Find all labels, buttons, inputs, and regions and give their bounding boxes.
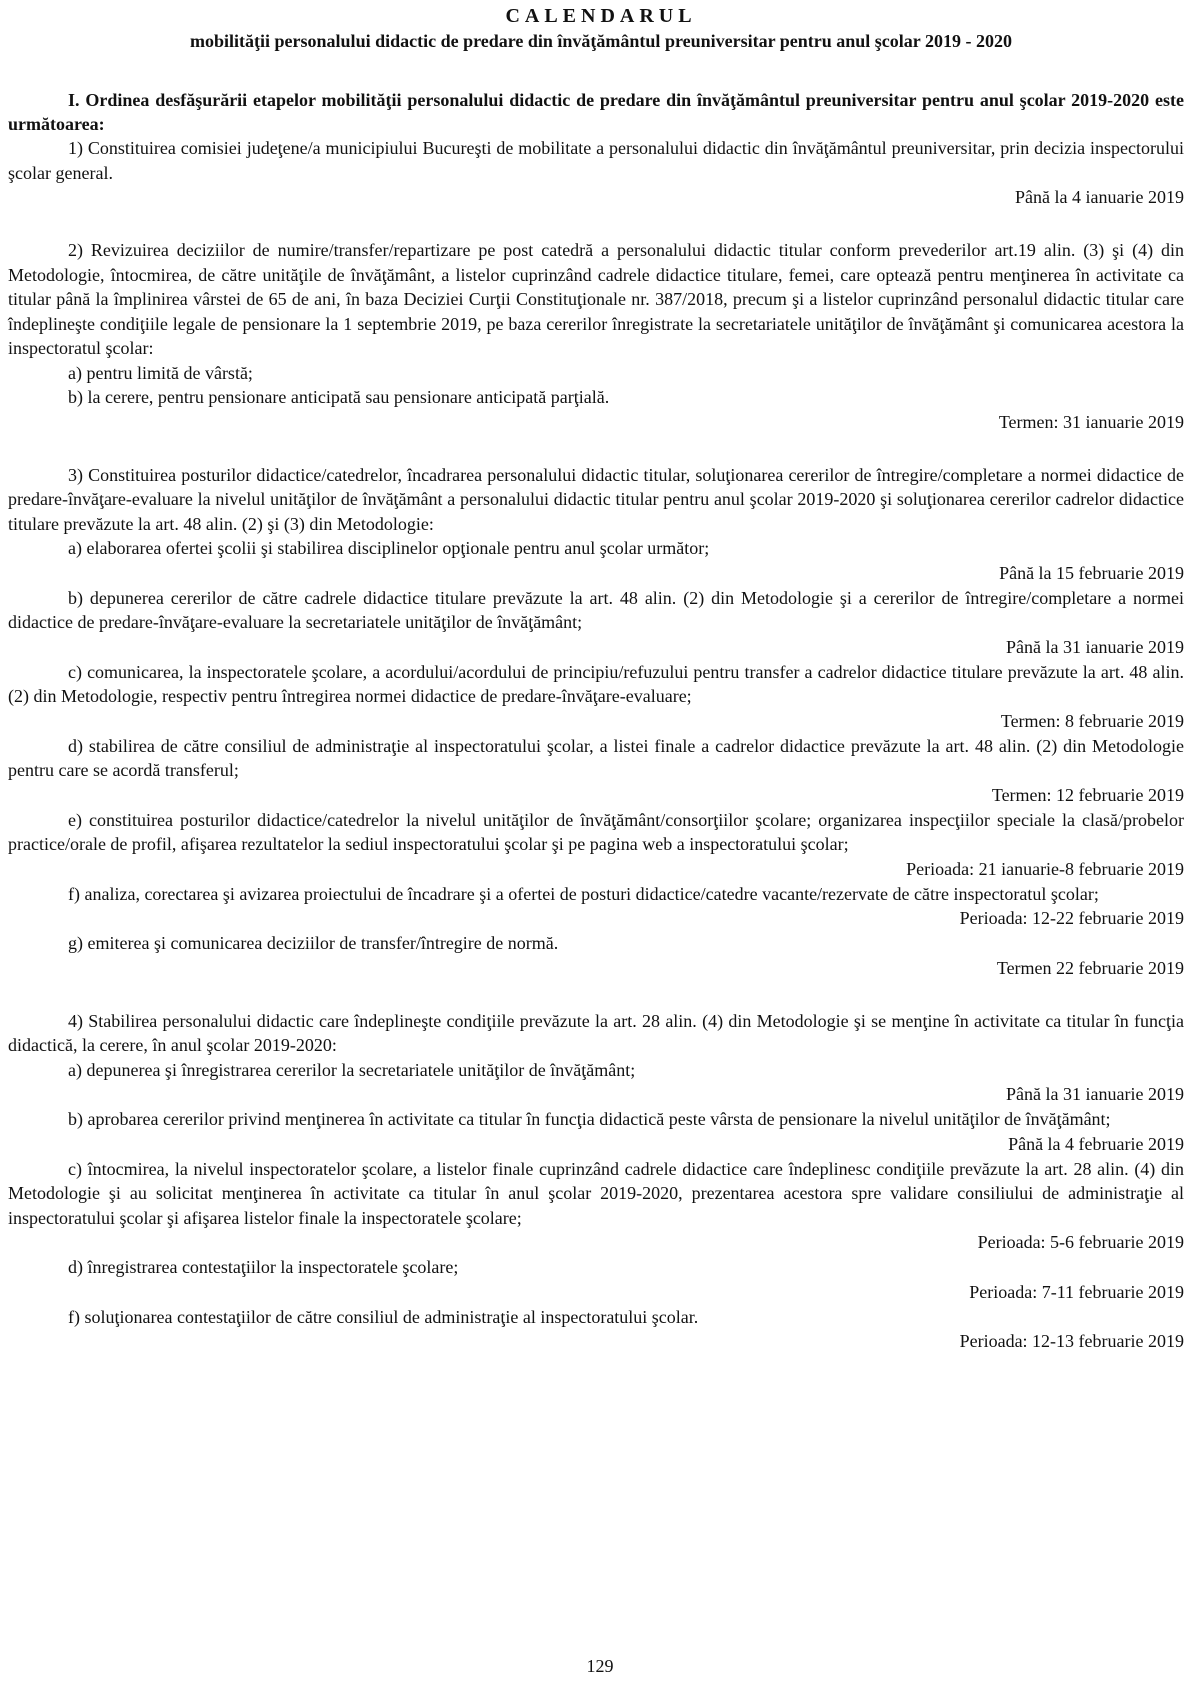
item-3-g: g) emiterea şi comunicarea deciziilor de transfer/întregire de normă. (68, 933, 559, 953)
item-3-f-deadline: Perioada: 12-22 februarie 2019 (959, 908, 1184, 928)
item-4-c: c) întocmirea, la nivelul inspectoratelor şcolare, a listelor finale cuprinzând cadrele didactice care îndeplinesc condiţiile prevăzute la art. 28 alin. (4) din Metodologie şi au solicitat menţinerea în activitate ca titular în anul şcolar 2019-2020, prezentarea acestora spre validare consiliului de administraţie al inspectoratului şcolar şi afişarea listelor finale la inspectoratele şcolare; (8, 1158, 1184, 1228)
item-4-f-deadline: Perioada: 12-13 februarie 2019 (959, 1331, 1184, 1351)
item-4-d: d) înregistrarea contestaţiilor la inspectoratele şcolare; (68, 1257, 459, 1277)
item-3-text: 3) Constituirea posturilor didactice/catedrelor, încadrarea personalului didactic titular, soluţionarea cererilor de întregire/completare a normei didactice de predare-învăţare-evaluare la nivelul unităţilor de învăţământ a personalului didactic titular pentru anul şcolar 2019-2020 şi soluţionarea cererilor cadrelor didactice titulare prevăzute la art. 48 alin. (2) şi (3) din Metodologie: (8, 464, 1184, 534)
item-3-b-deadline: Până la 31 ianuarie 2019 (1006, 636, 1184, 657)
page-number: 129 (586, 1656, 614, 1676)
item-3-f: f) analiza, corectarea şi avizarea proiectului de încadrare şi a ofertei de posturi didactice/catedre vacante/rezervate de către inspectoratul şcolar; (68, 883, 1099, 904)
section-heading: I. Ordinea desfăşurării etapelor mobilităţii personalului didactic de predare din învăţământul preuniversitar pentru anul şcolar 2019-2020 este următoarea: (8, 90, 1184, 134)
item-4-a: a) depunerea şi înregistrarea cererilor la secretariatele unităţilor de învăţământ; (68, 1059, 636, 1080)
item-4-f: f) soluţionarea contestaţiilor de către consiliul de administraţie al inspectoratului şcolar. (68, 1306, 699, 1327)
item-2-text: 2) Revizuirea deciziilor de numire/transfer/repartizare pe post catedră a personalului didactic titular conform prevederilor art.19 alin. (3) şi (4) din Metodologie, întocmirea, de către unităţile de învăţământ, a listelor cuprinzând cadrele didactice titulare, femei, care optează pentru menţinerea în activitate ca titular până la împlinirea vârstei de 65 de ani, în baza Deciziei Curţii Constituţionale nr. 387/2018, precum şi a listelor cuprinzând personalul didactic titular care îndeplineşte condiţiile legale de pensionare la 1 septembrie 2019, pe baza cererilor înregistrate la secretariatele unităţilor de învăţământ şi comunicarea acestora la inspectoratul şcolar: (8, 240, 1184, 358)
item-3-d: d) stabilirea de către consiliul de administraţie al inspectoratului şcolar, a listei finale a cadrelor didactice prevăzute la art. 48 alin. (2) din Metodologie pentru care se acordă transferul; (8, 735, 1184, 780)
item-3-e: e) constituirea posturilor didactice/catedrelor la nivelul unităţilor de învăţământ/consorţiilor şcolare; organizarea inspecţiilor speciale la clasă/probelor practice/orale de profil, afişarea rezultatelor la sediul inspectoratului şcolar şi pe pagina web a inspectoratului şcolar; (8, 809, 1184, 854)
item-1-deadline: Până la 4 ianuarie 2019 (1015, 187, 1184, 207)
item-4-text: 4) Stabilirea personalului didactic care îndeplineşte condiţiile prevăzute la art. 28 alin. (4) din Metodologie şi se menţine în activitate ca titular în funcţia didactică, la cerere, în anul şcolar 2019-2020: (8, 1010, 1184, 1055)
item-4-b-deadline: Până la 4 februarie 2019 (1008, 1133, 1184, 1154)
item-2-b: b) la cerere, pentru pensionare anticipată sau pensionare anticipată parţială. (68, 387, 610, 407)
item-3-a: a) elaborarea ofertei şcolii şi stabilirea disciplinelor opţionale pentru anul şcolar următor; (68, 538, 710, 558)
item-3-c-deadline: Termen: 8 februarie 2019 (1000, 710, 1184, 731)
item-3-e-deadline: Perioada: 21 ianuarie-8 februarie 2019 (906, 858, 1184, 879)
item-2-a: a) pentru limită de vârstă; (68, 362, 253, 383)
item-4-c-deadline: Perioada: 5-6 februarie 2019 (977, 1232, 1184, 1252)
item-3-d-deadline: Termen: 12 februarie 2019 (991, 784, 1184, 805)
item-3-a-deadline: Până la 15 februarie 2019 (999, 562, 1184, 583)
item-3-g-deadline: Termen 22 februarie 2019 (996, 957, 1184, 978)
item-4-a-deadline: Până la 31 ianuarie 2019 (1006, 1084, 1184, 1104)
item-4-b: b) aprobarea cererilor privind menţinerea în activitate ca titular în funcţia didactică peste vârsta de pensionare la nivelul unităţilor de învăţământ; (68, 1109, 1111, 1129)
item-3-b: b) depunerea cererilor de către cadrele didactice titulare prevăzute la art. 48 alin. (2) din Metodologie şi a cererilor de întregire/completare a normei didactice de predare-învăţare-evaluare la secretariatele unităţilor de învăţământ; (8, 587, 1184, 632)
item-3-c: c) comunicarea, la inspectoratele şcolare, a acordului/acordului de principiu/refuzului pentru transfer a cadrelor didactice titulare prevăzute la art. 48 alin. (2) din Metodologie, respectiv pentru întregirea normei didactice de predare-învăţare-evaluare; (8, 661, 1184, 706)
item-4-d-deadline: Perioada: 7-11 februarie 2019 (969, 1281, 1184, 1302)
item-1-text: 1) Constituirea comisiei judeţene/a municipiului Bucureşti de mobilitate a personalului didactic din învăţământul preuniversitar, prin decizia inspectorului şcolar general. (8, 138, 1184, 183)
item-2-deadline: Termen: 31 ianuarie 2019 (998, 411, 1184, 432)
document-subtitle: mobilităţii personalului didactic de predare din învăţământul preuniversitar pentru anul şcolar 2019 - 2020 (190, 31, 1012, 51)
document-title: CALENDARUL (505, 5, 697, 27)
